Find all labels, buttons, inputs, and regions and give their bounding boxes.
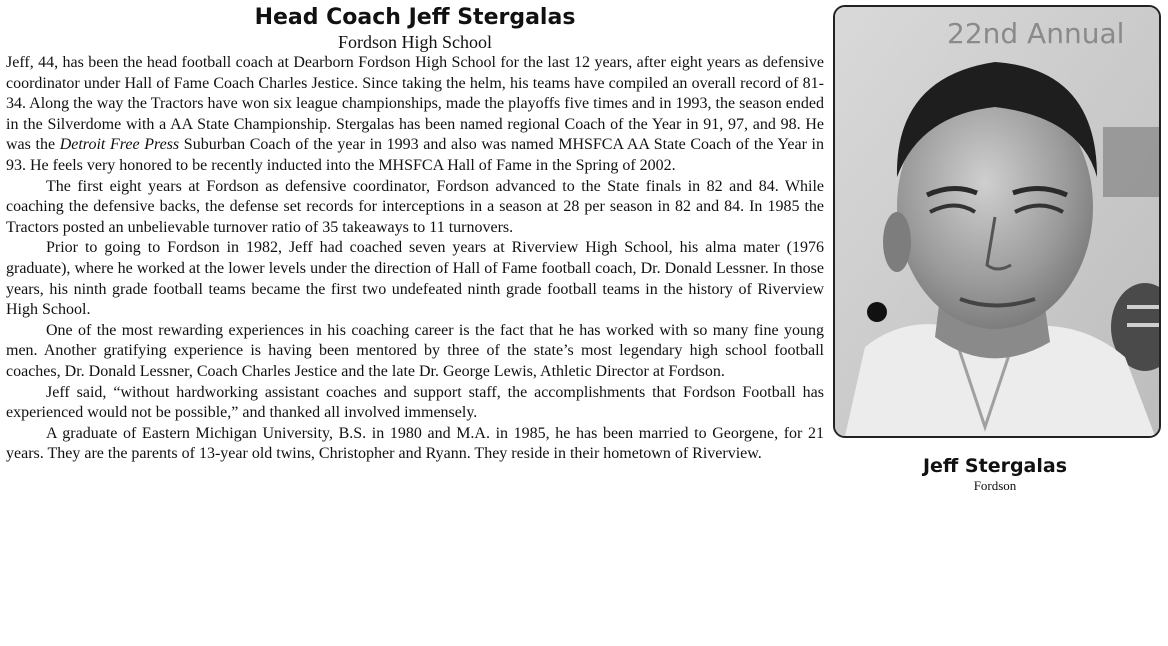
paragraph-2: The first eight years at Fordson as defensive coordinator, Fordson advanced to the State finals in 82 and 84. While coaching the defensive backs, the defense set records for interceptions in a season at 28 per season in 82 and 84. In 1985 the Tractors posted an unbelievable turnover ratio of 35 takeaways to 11 turnovers. [6,177,824,236]
paragraph-3: Prior to going to Fordson in 1982, Jeff had coached seven years at Riverview High School, his alma mater (1976 graduate), where he worked at the lower levels under the direction of Hall of Fame football coach, Dr. Donald Lessner. In those years, his ninth grade football teams became the first two undefeated ninth grade football teams in the history of Riverview High School. [6,239,824,319]
earring-icon [867,302,887,322]
paragraph-6: A graduate of Eastern Michigan University, B.S. in 1980 and M.A. in 1985, he has been married to Georgene, for 21 years. They are the parents of 13-year old twins, Christopher and Ryann. They reside in their hometown of Riverview. [6,424,824,463]
coach-photo [833,5,1161,438]
ear [883,212,911,272]
banner-letters-shape [1103,127,1159,197]
paragraph-5: Jeff said, “without hardworking assistant coaches and support staff, the accomplishments that Fordson Football has experienced would not be possible,” and thanked all involved immensely. [6,383,824,422]
coach-portrait-photo-icon [835,7,1159,436]
article-body [6,53,824,465]
paragraph-1-text-b: Suburban Coach of the year in 1993 and also was named MHSFCA AA State Coach of the Year in 93. He feels very honored to be recently inducted into the MHSFCA Hall of Fame in the Spring of 2002. [6,136,824,174]
article-subtitle: Fordson High School [337,32,492,52]
article-title: Head Coach Jeff Stergalas [254,5,576,30]
caption-name: Jeff Stergalas [922,455,1068,477]
article [6,4,824,644]
paragraph-1 [6,53,824,177]
paragraph-1-text-a: Jeff, 44, has been the head football coach at Dearborn Fordson High School for the last 12 years, after eight years as defensive coordinator under Hall of Fame Coach Charles Jestice. Since taking the helm, his teams have compiled an overall record of 81-34. Along the way the Tractors have won six league championships, made the playoffs five times and in 1993, the season ended in the Silverdome with a AA State Championship. Stergalas has been named regional Coach of the Year in 91, 97, and 98. He was the [6,54,824,154]
newspaper-name: Detroit Free Press [59,136,180,154]
banner-text: 22nd Annual [947,17,1125,50]
paragraph-4: One of the most rewarding experiences in his coaching career is the fact that he has worked with so many fine young men. Another gratifying experience is having been mentored by three of the state’s most legendary high school football coaches, Dr. Donald Lessner, Coach Charles Jestice and the late Dr. George Lewis, Athletic Director at Fordson. [6,321,824,380]
caption-school: Fordson [973,478,1017,493]
photo-caption [880,454,1110,494]
